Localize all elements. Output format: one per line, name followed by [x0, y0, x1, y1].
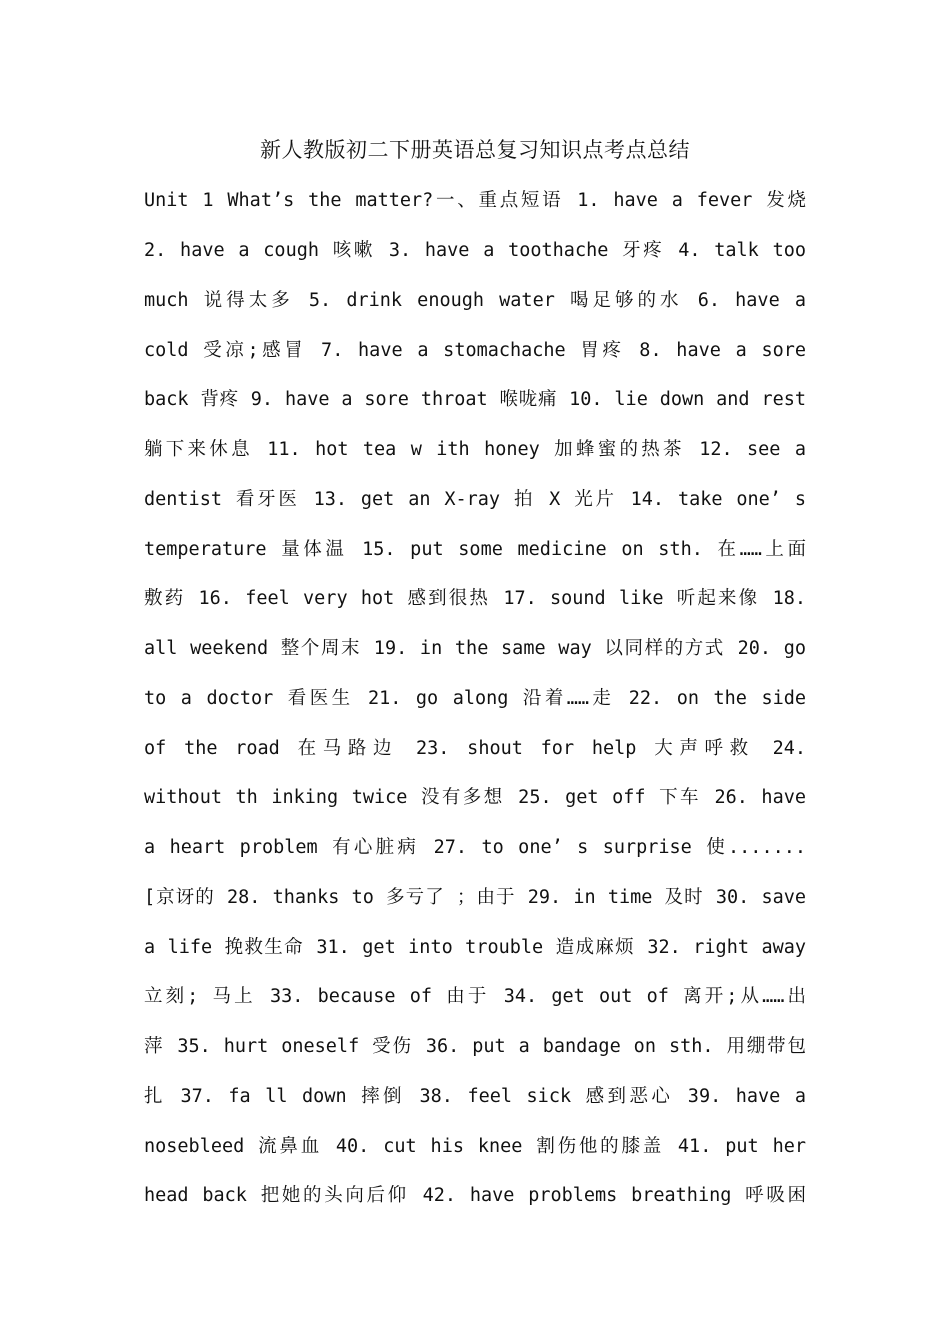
text-line: head back 把她的头向后仰 42. have problems breathing 呼吸困 — [144, 1185, 806, 1206]
text-line: back 背疼 9. have a sore throat 喉咙痛 10. lie down and rest — [144, 389, 806, 410]
text-line: 萍 35. hurt oneself 受伤 36. put a bandage on sth. 用绷带包 — [144, 1036, 806, 1057]
text-line: Unit 1 What’s the matter?一、重点短语 1. have a fever 发烧 — [144, 190, 806, 211]
text-line: 扎 37. fa ll down 摔倒 38. feel sick 感到恶心 39. have a — [144, 1086, 806, 1107]
text-line: 躺下来休息 11. hot tea w ith honey 加蜂蜜的热茶 12. see a — [144, 439, 806, 460]
text-line: 2. have a cough 咳嗽 3. have a toothache 牙疼 4. talk too — [144, 240, 806, 261]
text-line: temperature 量体温 15. put some medicine on sth. 在……上面 — [144, 539, 806, 560]
text-line: all weekend 整个周末 19. in the same way 以同样的方式 20. go — [144, 638, 806, 659]
text-line: cold 受凉;感冒 7. have a stomachache 胃疼 8. have a sore — [144, 340, 806, 361]
text-line: a life 挽救生命 31. get into trouble 造成麻烦 32. right away — [144, 937, 806, 958]
text-line: of the road 在马路边 23. shout for help 大声呼救 24. — [144, 738, 806, 759]
text-line: much 说得太多 5. drink enough water 喝足够的水 6. have a — [144, 290, 806, 311]
text-line: 敷药 16. feel very hot 感到很热 17. sound like 听起来像 18. — [144, 588, 806, 609]
text-line: without th inking twice 没有多想 25. get off 下车 26. have — [144, 787, 806, 808]
document-title: 新人教版初二下册英语总复习知识点考点总结 — [260, 138, 690, 162]
text-line: [京讶的 28. thanks to 多亏了 ；由于 29. in time 及时 30. save — [144, 887, 806, 908]
text-line: to a doctor 看医生 21. go along 沿着……走 22. on the side — [144, 688, 806, 709]
text-line: a heart problem 有心脏病 27. to one’ s surprise 使....... — [144, 837, 806, 858]
text-line: nosebleed 流鼻血 40. cut his knee 割伤他的膝盖 41. put her — [144, 1136, 806, 1157]
text-line: 立刻; 马上 33. because of 由于 34. get out of 离开;从……出 — [144, 986, 806, 1007]
text-line: dentist 看牙医 13. get an X-ray 拍 X 光片 14. take one’ s — [144, 489, 806, 510]
